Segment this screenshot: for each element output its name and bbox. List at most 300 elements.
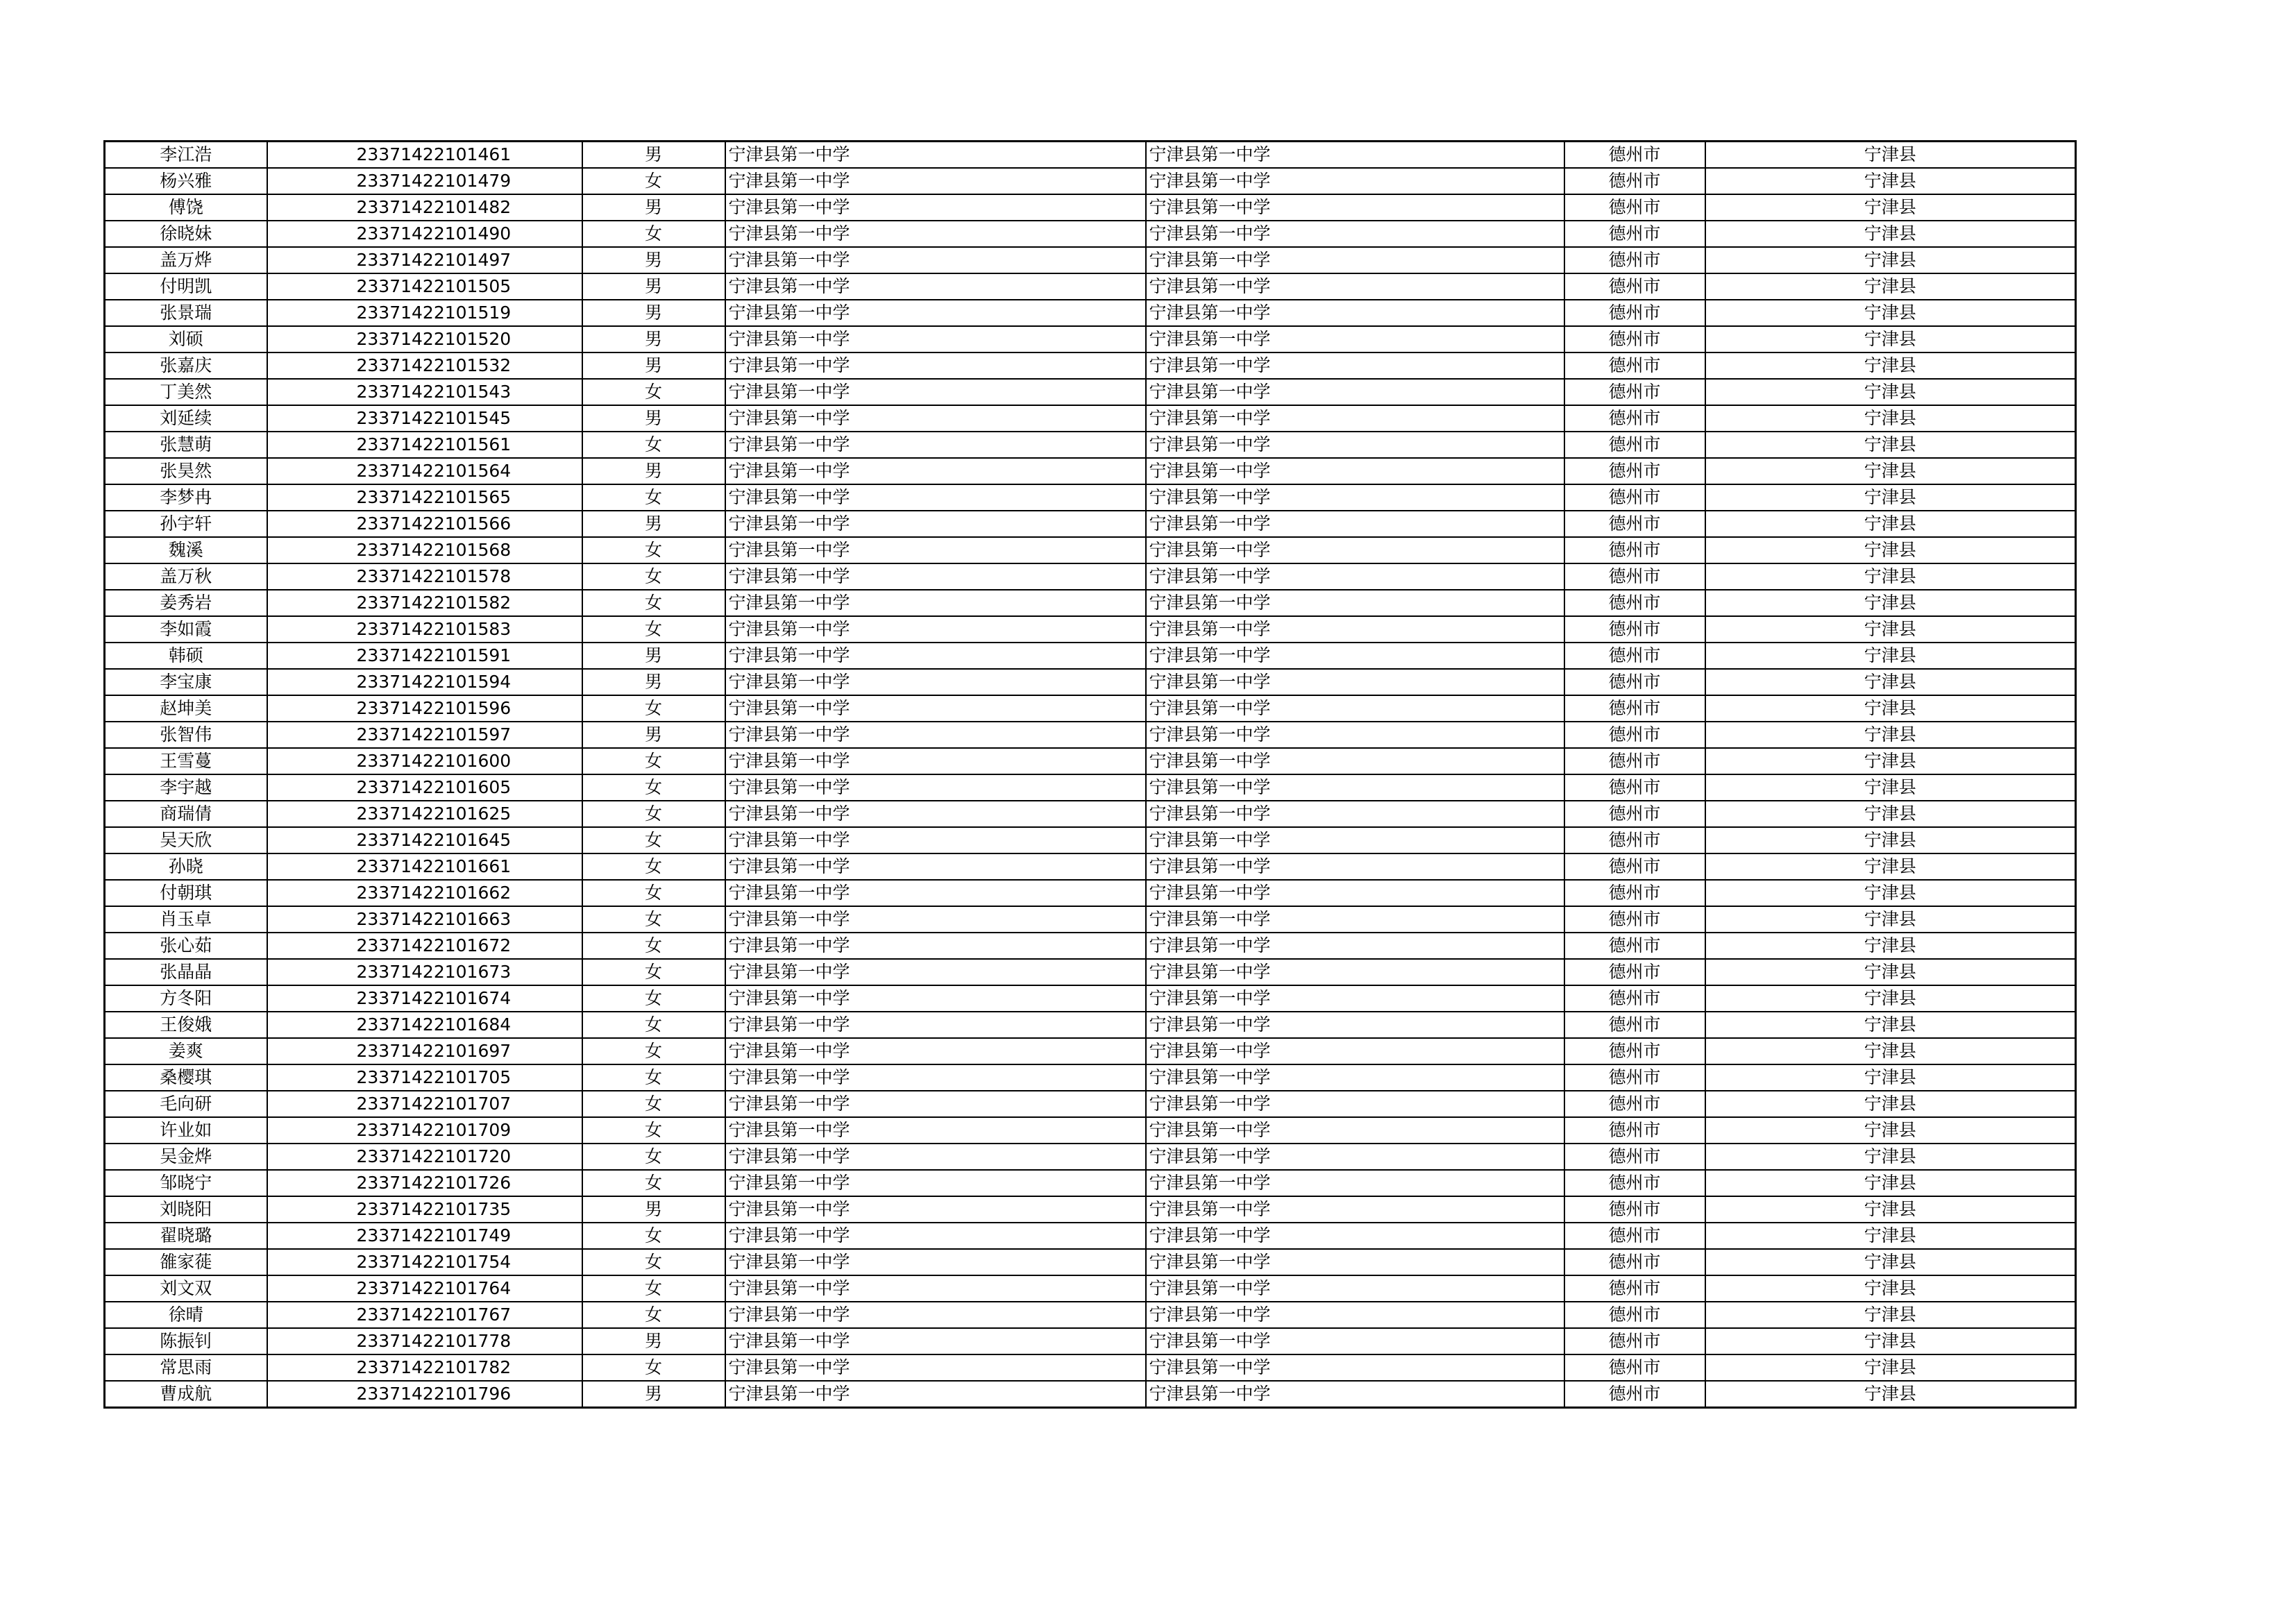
student-name-cell: 李梦冉 (105, 484, 267, 511)
student-name-cell: 刘延续 (105, 405, 267, 432)
exam-site-cell: 宁津县第一中学 (1146, 1091, 1564, 1117)
county-cell: 宁津县 (1705, 590, 2076, 616)
student-table (103, 140, 2077, 1409)
school-cell: 宁津县第一中学 (725, 722, 1146, 748)
student-name-cell: 王俊娥 (105, 1012, 267, 1038)
gender-cell: 男 (582, 669, 725, 695)
city-cell: 德州市 (1564, 669, 1705, 695)
county-cell: 宁津县 (1705, 1223, 2076, 1249)
student-name-cell: 刘文双 (105, 1275, 267, 1302)
table-row (105, 458, 2076, 484)
school-cell: 宁津县第一中学 (725, 1012, 1146, 1038)
exam-id-cell: 23371422101663 (267, 906, 582, 933)
table-body (105, 142, 2076, 1408)
school-cell: 宁津县第一中学 (725, 1275, 1146, 1302)
table-row (105, 1064, 2076, 1091)
county-cell: 宁津县 (1705, 1038, 2076, 1064)
student-name-cell: 桑樱琪 (105, 1064, 267, 1091)
city-cell: 德州市 (1564, 1064, 1705, 1091)
exam-id-cell: 23371422101672 (267, 933, 582, 959)
exam-id-cell: 23371422101605 (267, 774, 582, 801)
county-cell: 宁津县 (1705, 1064, 2076, 1091)
gender-cell: 男 (582, 300, 725, 326)
exam-id-cell: 23371422101520 (267, 326, 582, 352)
county-cell: 宁津县 (1705, 774, 2076, 801)
city-cell: 德州市 (1564, 880, 1705, 906)
county-cell: 宁津县 (1705, 1354, 2076, 1381)
exam-id-cell: 23371422101684 (267, 1012, 582, 1038)
city-cell: 德州市 (1564, 1117, 1705, 1144)
school-cell: 宁津县第一中学 (725, 1249, 1146, 1275)
city-cell: 德州市 (1564, 142, 1705, 169)
city-cell: 德州市 (1564, 1223, 1705, 1249)
school-cell: 宁津县第一中学 (725, 326, 1146, 352)
table-row (105, 1170, 2076, 1196)
city-cell: 德州市 (1564, 537, 1705, 563)
county-cell: 宁津县 (1705, 379, 2076, 405)
city-cell: 德州市 (1564, 168, 1705, 194)
student-name-cell: 张晶晶 (105, 959, 267, 985)
exam-site-cell: 宁津县第一中学 (1146, 432, 1564, 458)
school-cell: 宁津县第一中学 (725, 484, 1146, 511)
gender-cell: 男 (582, 722, 725, 748)
city-cell: 德州市 (1564, 194, 1705, 221)
school-cell: 宁津县第一中学 (725, 616, 1146, 643)
school-cell: 宁津县第一中学 (725, 168, 1146, 194)
student-name-cell: 杨兴雅 (105, 168, 267, 194)
gender-cell: 女 (582, 933, 725, 959)
gender-cell: 女 (582, 1038, 725, 1064)
gender-cell: 女 (582, 748, 725, 774)
student-name-cell: 张智伟 (105, 722, 267, 748)
school-cell: 宁津县第一中学 (725, 933, 1146, 959)
county-cell: 宁津县 (1705, 300, 2076, 326)
exam-id-cell: 23371422101490 (267, 221, 582, 247)
county-cell: 宁津县 (1705, 1117, 2076, 1144)
table-row (105, 1038, 2076, 1064)
student-name-cell: 张心茹 (105, 933, 267, 959)
gender-cell: 女 (582, 1302, 725, 1328)
city-cell: 德州市 (1564, 1381, 1705, 1408)
exam-site-cell: 宁津县第一中学 (1146, 1012, 1564, 1038)
student-name-cell: 傅饶 (105, 194, 267, 221)
county-cell: 宁津县 (1705, 1249, 2076, 1275)
exam-site-cell: 宁津县第一中学 (1146, 1354, 1564, 1381)
city-cell: 德州市 (1564, 906, 1705, 933)
county-cell: 宁津县 (1705, 933, 2076, 959)
exam-id-cell: 23371422101461 (267, 142, 582, 169)
school-cell: 宁津县第一中学 (725, 405, 1146, 432)
county-cell: 宁津县 (1705, 880, 2076, 906)
county-cell: 宁津县 (1705, 168, 2076, 194)
city-cell: 德州市 (1564, 300, 1705, 326)
exam-id-cell: 23371422101505 (267, 273, 582, 300)
exam-id-cell: 23371422101561 (267, 432, 582, 458)
exam-id-cell: 23371422101565 (267, 484, 582, 511)
student-name-cell: 常思雨 (105, 1354, 267, 1381)
city-cell: 德州市 (1564, 748, 1705, 774)
school-cell: 宁津县第一中学 (725, 194, 1146, 221)
county-cell: 宁津县 (1705, 432, 2076, 458)
table-row (105, 590, 2076, 616)
school-cell: 宁津县第一中学 (725, 1144, 1146, 1170)
school-cell: 宁津县第一中学 (725, 537, 1146, 563)
city-cell: 德州市 (1564, 959, 1705, 985)
school-cell: 宁津县第一中学 (725, 142, 1146, 169)
exam-site-cell: 宁津县第一中学 (1146, 484, 1564, 511)
student-name-cell: 王雪蔓 (105, 748, 267, 774)
exam-id-cell: 23371422101705 (267, 1064, 582, 1091)
exam-site-cell: 宁津县第一中学 (1146, 221, 1564, 247)
student-name-cell: 张慧萌 (105, 432, 267, 458)
student-name-cell: 刘晓阳 (105, 1196, 267, 1223)
county-cell: 宁津县 (1705, 326, 2076, 352)
school-cell: 宁津县第一中学 (725, 880, 1146, 906)
county-cell: 宁津县 (1705, 643, 2076, 669)
gender-cell: 女 (582, 1064, 725, 1091)
city-cell: 德州市 (1564, 1012, 1705, 1038)
gender-cell: 女 (582, 379, 725, 405)
school-cell: 宁津县第一中学 (725, 1223, 1146, 1249)
county-cell: 宁津县 (1705, 1302, 2076, 1328)
student-name-cell: 许业如 (105, 1117, 267, 1144)
table-row (105, 906, 2076, 933)
exam-id-cell: 23371422101749 (267, 1223, 582, 1249)
county-cell: 宁津县 (1705, 1091, 2076, 1117)
exam-site-cell: 宁津县第一中学 (1146, 959, 1564, 985)
table-row (105, 511, 2076, 537)
exam-site-cell: 宁津县第一中学 (1146, 1144, 1564, 1170)
gender-cell: 女 (582, 1170, 725, 1196)
city-cell: 德州市 (1564, 1328, 1705, 1354)
gender-cell: 男 (582, 326, 725, 352)
gender-cell: 男 (582, 1196, 725, 1223)
exam-id-cell: 23371422101479 (267, 168, 582, 194)
city-cell: 德州市 (1564, 801, 1705, 827)
table-row (105, 168, 2076, 194)
school-cell: 宁津县第一中学 (725, 273, 1146, 300)
table-row (105, 432, 2076, 458)
school-cell: 宁津县第一中学 (725, 959, 1146, 985)
gender-cell: 女 (582, 1144, 725, 1170)
table-row (105, 563, 2076, 590)
school-cell: 宁津县第一中学 (725, 458, 1146, 484)
exam-site-cell: 宁津县第一中学 (1146, 933, 1564, 959)
exam-id-cell: 23371422101782 (267, 1354, 582, 1381)
city-cell: 德州市 (1564, 247, 1705, 273)
student-name-cell: 付明凯 (105, 273, 267, 300)
school-cell: 宁津县第一中学 (725, 352, 1146, 379)
exam-id-cell: 23371422101568 (267, 537, 582, 563)
exam-site-cell: 宁津县第一中学 (1146, 853, 1564, 880)
gender-cell: 男 (582, 194, 725, 221)
city-cell: 德州市 (1564, 1144, 1705, 1170)
exam-id-cell: 23371422101661 (267, 853, 582, 880)
exam-id-cell: 23371422101591 (267, 643, 582, 669)
county-cell: 宁津县 (1705, 1328, 2076, 1354)
exam-site-cell: 宁津县第一中学 (1146, 1038, 1564, 1064)
exam-id-cell: 23371422101583 (267, 616, 582, 643)
school-cell: 宁津县第一中学 (725, 511, 1146, 537)
county-cell: 宁津县 (1705, 695, 2076, 722)
exam-site-cell: 宁津县第一中学 (1146, 590, 1564, 616)
student-name-cell: 刘硕 (105, 326, 267, 352)
table-row (105, 1144, 2076, 1170)
city-cell: 德州市 (1564, 511, 1705, 537)
county-cell: 宁津县 (1705, 616, 2076, 643)
city-cell: 德州市 (1564, 458, 1705, 484)
county-cell: 宁津县 (1705, 458, 2076, 484)
student-name-cell: 吴天欣 (105, 827, 267, 853)
school-cell: 宁津县第一中学 (725, 379, 1146, 405)
student-name-cell: 雒家蓰 (105, 1249, 267, 1275)
student-name-cell: 孙宇轩 (105, 511, 267, 537)
city-cell: 德州市 (1564, 563, 1705, 590)
student-name-cell: 付朝琪 (105, 880, 267, 906)
table-row (105, 247, 2076, 273)
gender-cell: 女 (582, 801, 725, 827)
city-cell: 德州市 (1564, 221, 1705, 247)
exam-id-cell: 23371422101566 (267, 511, 582, 537)
gender-cell: 女 (582, 432, 725, 458)
city-cell: 德州市 (1564, 774, 1705, 801)
exam-site-cell: 宁津县第一中学 (1146, 247, 1564, 273)
exam-site-cell: 宁津县第一中学 (1146, 1381, 1564, 1408)
gender-cell: 女 (582, 1354, 725, 1381)
school-cell: 宁津县第一中学 (725, 300, 1146, 326)
student-name-cell: 盖万秋 (105, 563, 267, 590)
county-cell: 宁津县 (1705, 142, 2076, 169)
county-cell: 宁津县 (1705, 748, 2076, 774)
gender-cell: 女 (582, 906, 725, 933)
gender-cell: 女 (582, 221, 725, 247)
gender-cell: 女 (582, 1275, 725, 1302)
gender-cell: 男 (582, 273, 725, 300)
table-row (105, 1302, 2076, 1328)
exam-site-cell: 宁津县第一中学 (1146, 1223, 1564, 1249)
student-name-cell: 赵坤美 (105, 695, 267, 722)
gender-cell: 女 (582, 1117, 725, 1144)
school-cell: 宁津县第一中学 (725, 801, 1146, 827)
exam-site-cell: 宁津县第一中学 (1146, 194, 1564, 221)
gender-cell: 女 (582, 959, 725, 985)
gender-cell: 男 (582, 352, 725, 379)
table-row (105, 1117, 2076, 1144)
school-cell: 宁津县第一中学 (725, 1328, 1146, 1354)
city-cell: 德州市 (1564, 643, 1705, 669)
city-cell: 德州市 (1564, 405, 1705, 432)
city-cell: 德州市 (1564, 1038, 1705, 1064)
gender-cell: 男 (582, 643, 725, 669)
county-cell: 宁津县 (1705, 1170, 2076, 1196)
gender-cell: 女 (582, 1249, 725, 1275)
school-cell: 宁津县第一中学 (725, 906, 1146, 933)
table-row (105, 748, 2076, 774)
exam-site-cell: 宁津县第一中学 (1146, 1249, 1564, 1275)
exam-site-cell: 宁津县第一中学 (1146, 1064, 1564, 1091)
city-cell: 德州市 (1564, 933, 1705, 959)
city-cell: 德州市 (1564, 432, 1705, 458)
gender-cell: 男 (582, 247, 725, 273)
gender-cell: 女 (582, 774, 725, 801)
city-cell: 德州市 (1564, 1249, 1705, 1275)
table-row (105, 300, 2076, 326)
gender-cell: 女 (582, 1091, 725, 1117)
student-name-cell: 韩硕 (105, 643, 267, 669)
exam-site-cell: 宁津县第一中学 (1146, 405, 1564, 432)
student-name-cell: 李江浩 (105, 142, 267, 169)
exam-id-cell: 23371422101600 (267, 748, 582, 774)
exam-id-cell: 23371422101545 (267, 405, 582, 432)
exam-site-cell: 宁津县第一中学 (1146, 300, 1564, 326)
table-row (105, 959, 2076, 985)
county-cell: 宁津县 (1705, 801, 2076, 827)
exam-site-cell: 宁津县第一中学 (1146, 906, 1564, 933)
table-row (105, 352, 2076, 379)
gender-cell: 女 (582, 853, 725, 880)
city-cell: 德州市 (1564, 695, 1705, 722)
county-cell: 宁津县 (1705, 352, 2076, 379)
school-cell: 宁津县第一中学 (725, 774, 1146, 801)
county-cell: 宁津县 (1705, 484, 2076, 511)
exam-site-cell: 宁津县第一中学 (1146, 643, 1564, 669)
exam-id-cell: 23371422101532 (267, 352, 582, 379)
student-name-cell: 魏溪 (105, 537, 267, 563)
exam-id-cell: 23371422101720 (267, 1144, 582, 1170)
exam-id-cell: 23371422101596 (267, 695, 582, 722)
county-cell: 宁津县 (1705, 405, 2076, 432)
city-cell: 德州市 (1564, 1196, 1705, 1223)
student-name-cell: 张景瑞 (105, 300, 267, 326)
gender-cell: 女 (582, 695, 725, 722)
exam-site-cell: 宁津县第一中学 (1146, 168, 1564, 194)
county-cell: 宁津县 (1705, 537, 2076, 563)
student-name-cell: 张嘉庆 (105, 352, 267, 379)
table-row (105, 1091, 2076, 1117)
table-row (105, 1249, 2076, 1275)
exam-id-cell: 23371422101754 (267, 1249, 582, 1275)
exam-id-cell: 23371422101735 (267, 1196, 582, 1223)
exam-id-cell: 23371422101709 (267, 1117, 582, 1144)
city-cell: 德州市 (1564, 1170, 1705, 1196)
student-name-cell: 徐晓妹 (105, 221, 267, 247)
table-row (105, 801, 2076, 827)
gender-cell: 女 (582, 537, 725, 563)
exam-id-cell: 23371422101519 (267, 300, 582, 326)
exam-site-cell: 宁津县第一中学 (1146, 722, 1564, 748)
exam-site-cell: 宁津县第一中学 (1146, 1196, 1564, 1223)
city-cell: 德州市 (1564, 1091, 1705, 1117)
table-row (105, 1381, 2076, 1408)
student-name-cell: 盖万烨 (105, 247, 267, 273)
table-row (105, 1328, 2076, 1354)
school-cell: 宁津县第一中学 (725, 1302, 1146, 1328)
table-row (105, 695, 2076, 722)
exam-site-cell: 宁津县第一中学 (1146, 616, 1564, 643)
table-row (105, 643, 2076, 669)
table-row (105, 221, 2076, 247)
gender-cell: 女 (582, 880, 725, 906)
county-cell: 宁津县 (1705, 563, 2076, 590)
exam-id-cell: 23371422101707 (267, 1091, 582, 1117)
student-name-cell: 翟晓璐 (105, 1223, 267, 1249)
gender-cell: 女 (582, 1012, 725, 1038)
table-row (105, 484, 2076, 511)
student-name-cell: 吴金烨 (105, 1144, 267, 1170)
table-row (105, 985, 2076, 1012)
gender-cell: 女 (582, 1223, 725, 1249)
table-row (105, 537, 2076, 563)
exam-site-cell: 宁津县第一中学 (1146, 1117, 1564, 1144)
table-row (105, 774, 2076, 801)
table-row (105, 273, 2076, 300)
school-cell: 宁津县第一中学 (725, 1117, 1146, 1144)
exam-id-cell: 23371422101674 (267, 985, 582, 1012)
gender-cell: 女 (582, 563, 725, 590)
exam-id-cell: 23371422101543 (267, 379, 582, 405)
city-cell: 德州市 (1564, 484, 1705, 511)
student-name-cell: 方冬阳 (105, 985, 267, 1012)
city-cell: 德州市 (1564, 352, 1705, 379)
exam-site-cell: 宁津县第一中学 (1146, 537, 1564, 563)
school-cell: 宁津县第一中学 (725, 563, 1146, 590)
table-row (105, 880, 2076, 906)
city-cell: 德州市 (1564, 273, 1705, 300)
table-row (105, 405, 2076, 432)
exam-id-cell: 23371422101673 (267, 959, 582, 985)
school-cell: 宁津县第一中学 (725, 1196, 1146, 1223)
county-cell: 宁津县 (1705, 722, 2076, 748)
school-cell: 宁津县第一中学 (725, 748, 1146, 774)
exam-id-cell: 23371422101645 (267, 827, 582, 853)
city-cell: 德州市 (1564, 1275, 1705, 1302)
county-cell: 宁津县 (1705, 906, 2076, 933)
student-name-cell: 陈振钊 (105, 1328, 267, 1354)
school-cell: 宁津县第一中学 (725, 1381, 1146, 1408)
school-cell: 宁津县第一中学 (725, 1064, 1146, 1091)
city-cell: 德州市 (1564, 853, 1705, 880)
table-row (105, 1354, 2076, 1381)
county-cell: 宁津县 (1705, 1381, 2076, 1408)
student-name-cell: 毛向研 (105, 1091, 267, 1117)
city-cell: 德州市 (1564, 1302, 1705, 1328)
county-cell: 宁津县 (1705, 221, 2076, 247)
exam-site-cell: 宁津县第一中学 (1146, 748, 1564, 774)
student-name-cell: 肖玉卓 (105, 906, 267, 933)
gender-cell: 女 (582, 827, 725, 853)
exam-id-cell: 23371422101796 (267, 1381, 582, 1408)
exam-id-cell: 23371422101767 (267, 1302, 582, 1328)
table-row (105, 326, 2076, 352)
school-cell: 宁津县第一中学 (725, 695, 1146, 722)
city-cell: 德州市 (1564, 722, 1705, 748)
city-cell: 德州市 (1564, 827, 1705, 853)
exam-id-cell: 23371422101564 (267, 458, 582, 484)
gender-cell: 男 (582, 511, 725, 537)
county-cell: 宁津县 (1705, 1275, 2076, 1302)
school-cell: 宁津县第一中学 (725, 669, 1146, 695)
gender-cell: 女 (582, 985, 725, 1012)
county-cell: 宁津县 (1705, 1012, 2076, 1038)
table-row (105, 379, 2076, 405)
school-cell: 宁津县第一中学 (725, 827, 1146, 853)
exam-site-cell: 宁津县第一中学 (1146, 827, 1564, 853)
exam-id-cell: 23371422101625 (267, 801, 582, 827)
student-name-cell: 姜秀岩 (105, 590, 267, 616)
school-cell: 宁津县第一中学 (725, 1091, 1146, 1117)
city-cell: 德州市 (1564, 590, 1705, 616)
table-row (105, 827, 2076, 853)
